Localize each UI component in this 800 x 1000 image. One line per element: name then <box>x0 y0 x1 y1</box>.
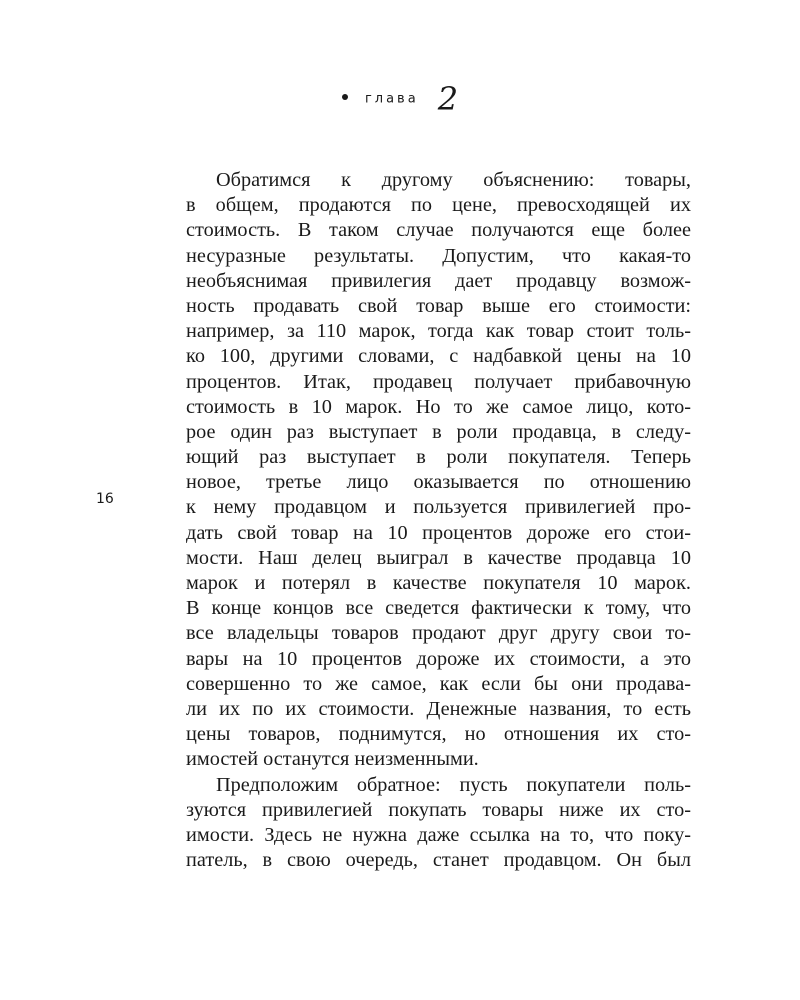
bullet-icon <box>342 94 348 100</box>
text-line: патель, в свою очередь, станет продавцом. Он был <box>186 849 691 872</box>
text-line: мости. Наш делец выиграл в качестве продавца 10 <box>186 546 691 569</box>
chapter-number: 2 <box>437 80 459 118</box>
text-line: стоимость в 10 марок. Но то же самое лицо, кото- <box>186 395 691 418</box>
chapter-label: глава <box>364 91 419 107</box>
text-line: новое, третье лицо оказывается по отношению <box>186 471 691 494</box>
text-line: имости. Здесь не нужна даже ссылка на то, что поку- <box>186 823 691 846</box>
text-line: В конце концов все сведется фактически к тому, что <box>186 597 691 620</box>
text-line: марок и потерял в качестве покупателя 10 марок. <box>186 572 691 594</box>
text-line: к нему продавцом и пользуется привилегией про- <box>186 496 691 519</box>
text-line: дать свой товар на 10 процентов дороже его стои- <box>186 521 691 544</box>
text-line: зуются привилегией покупать товары ниже их сто- <box>186 798 691 821</box>
chapter-header <box>0 80 800 118</box>
text-line: цены товаров, поднимутся, но отношения их сто- <box>186 723 691 746</box>
body-text <box>186 168 691 873</box>
text-line: вары на 10 процентов дороже их стоимости, а это <box>186 647 691 670</box>
text-line: несуразные результаты. Допустим, что какая-то <box>186 244 691 267</box>
text-line: совершенно то же самое, как если бы они продава- <box>186 672 691 695</box>
text-line: ющий раз выступает в роли покупателя. Теперь <box>186 446 691 469</box>
text-line: стоимость. В таком случае получаются еще более <box>186 219 691 242</box>
text-line: ли их по их стоимости. Денежные названия, то есть <box>186 697 691 720</box>
text-line: все владельцы товаров продают друг другу свои то- <box>186 622 691 645</box>
text-line: например, за 110 марок, тогда как товар стоит толь- <box>186 320 691 343</box>
text-line: ко 100, другими словами, с надбавкой цены на 10 <box>186 345 691 368</box>
text-line: Обратимся к другому объяснению: товары, <box>216 169 691 191</box>
text-line: Предположим обратное: пусть покупатели поль- <box>216 773 691 796</box>
text-line: необъяснимая привилегия дает продавцу возмож- <box>186 269 691 292</box>
page-number: 16 <box>96 491 114 507</box>
text-line: рое один раз выступает в роли продавца, в следу- <box>186 420 691 443</box>
text-line: в общем, продаются по цене, превосходящей их <box>186 194 691 217</box>
text-line: имостей останутся неизменными. <box>186 748 479 771</box>
text-line: ность продавать свой товар выше его стоимости: <box>186 294 691 317</box>
text-line: процентов. Итак, продавец получает прибавочную <box>186 370 691 393</box>
